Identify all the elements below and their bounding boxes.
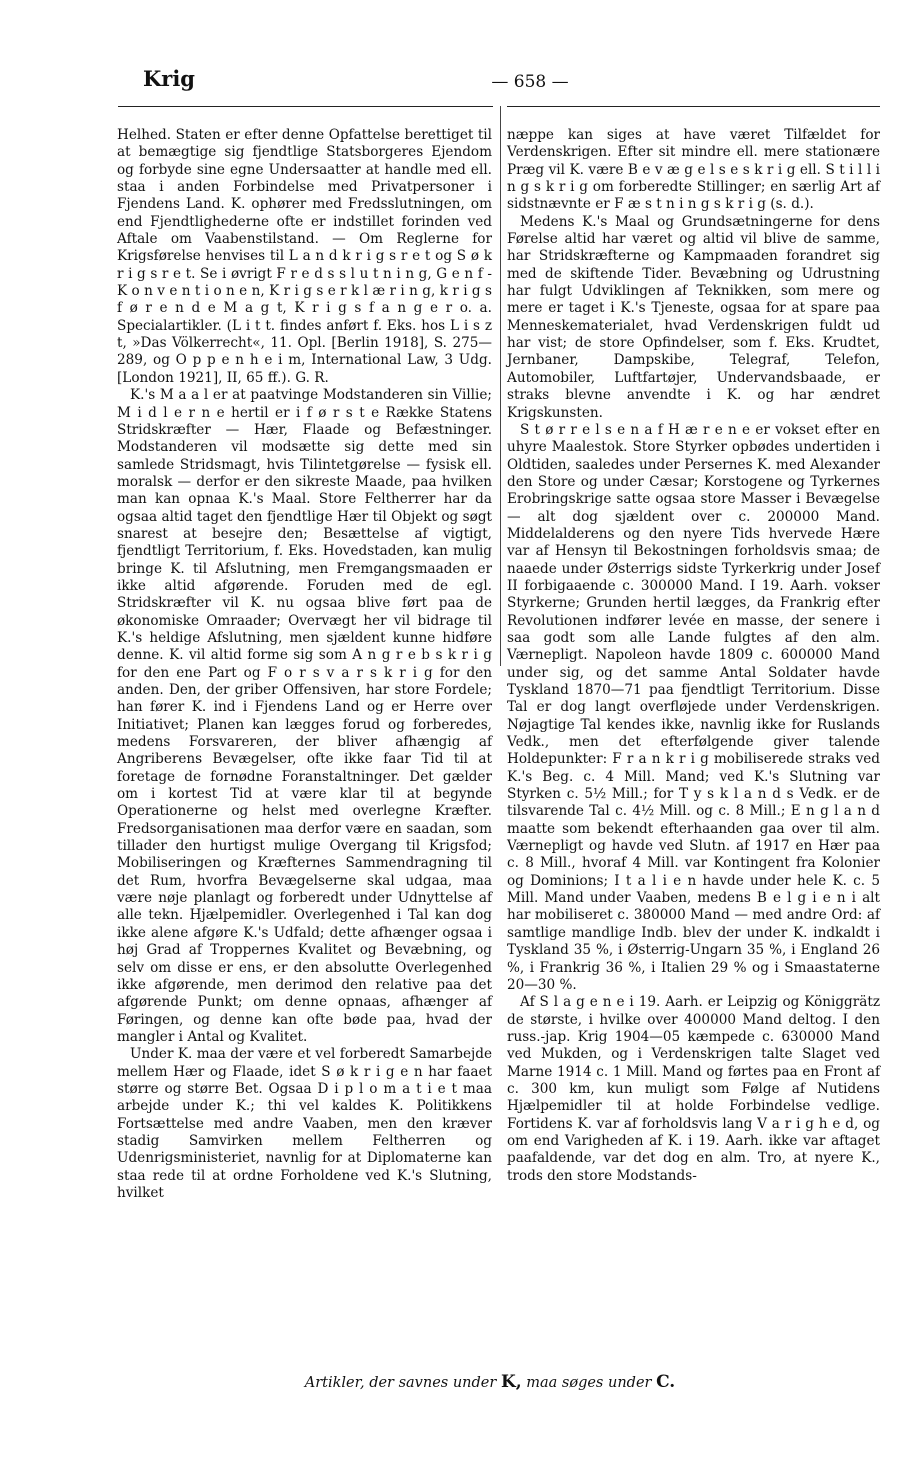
- paragraph: S t ø r r e l s e n a f H æ r e n e er vokset efter en uhyre Maalestok. Store Styrker opbødes undertiden i Oldtiden, saaledes under Persernes K. med Alexander den Store og under Cæsar; Korstogene og Tyrkernes Erobringskrige satte ogsaa store Masser i Bevægelse — alt dog sjældent over c. 200000 Mand. Middelalderens og den nyere Tids hvervede Hære var af Hensyn til Bekostningen forholdsvis smaa; de naaede under Østerrigs sidste Tyrkerkrig under Josef II forbigaaende c. 300000 Mand. I 19. Aarh. vokser Styrkerne; Grunden hertil lægges, da Frankrig efter Revolutionen indfører levée en masse, der senere i saa godt som alle Lande fulgtes af den alm. Værnepligt. Napoleon havde 1809 c. 600000 Mand under sig, og det samme Antal Soldater havde Tyskland 1870—71 paa fjendtligt Territorium. Disse Tal er dog langt overfløjede under Verdenskrigen. Nøjagtige Tal kendes ikke, navnlig ikke for Ruslands Vedk., men det efterfølgende giver talende Holdepunkter: F r a n k r i g mobiliserede straks ved K.'s Beg. c. 4 Mill. Mand; ved K.'s Slutning var Styrken c. 5½ Mill.; for T y s k l a n d s Vedk. er de tilsvarende Tal c. 4½ Mill. og c. 8 Mill.; E n g l a n d maatte som bekendt efterhaanden gaa over til alm. Værnepligt og havde ved Slutn. af 1917 en Hær paa c. 8 Mill., hvoraf 4 Mill. var Kontingent fra Kolonier og Dominions; I t a l i e n havde under hele K. c. 5 Mill. Mand under Vaaben, medens B e l g i e n i alt har mobiliseret c. 380000 Mand — med andre Ord: af samtlige mandlige Indb. blev der under K. indkaldt i Tyskland 35 %, i Østerrig-Ungarn 35 %, i England 26 %, i Frankrig 36 %, i Italien 29 % og i Smaastaterne 20—30 %.: [507, 421, 880, 993]
- header-rule-left: [118, 106, 493, 107]
- column-divider: [500, 106, 501, 666]
- paragraph: K.'s M a a l er at paatvinge Modstanderen sin Villie; M i d l e r n e hertil er i f ø r s t e Række Statens Stridskræfter — Hær, Flaade og Befæstninger. Modstanderen vil modsætte sig dette med sin samlede Stridsmagt, hvis Tilintetgørelse — fysisk ell. moralsk — derfor er den sikreste Maade, paa hvilken man kan opnaa K.'s Maal. Store Feltherrer har da ogsaa altid taget den fjendtlige Hær til Objekt og søgt snarest at besejre den; Besættelse af vigtigt, fjendtligt Territorium, f. Eks. Hovedstaden, kan mulig bringe K. til Afslutning, men Fremgangsmaaden er ikke altid afgørende. Foruden med de egl. Stridskræfter vil K. nu ogsaa blive ført paa de økonomiske Omraader; Overvægt her vil bidrage til K.'s heldige Afslutning, men sjældent kunne hidføre denne. K. vil altid forme sig som A n g r e b s k r i g for den ene Part og F o r s v a r s k r i g for den anden. Den, der griber Offensiven, har store Fordele; han fører K. ind i Fjendens Land og er Herre over Initiativet; Planen kan lægges forud og forberedes, medens Forsvareren, der bliver afhængig af Angriberens Bevægelser, ofte ikke faar Tid til at foretage de fornødne Foranstaltninger. Det gælder om i kortest Tid at være klar til at begynde Operationerne og helst med overlegne Kræfter. Fredsorganisationen maa derfor være en saadan, som tillader den hurtigst mulige Overgang til Krigsfod; Mobiliseringen og Kræfternes Sammendragning til det Rum, hvorfra Bevægelserne skal udgaa, maa være nøje planlagt og forberedt under Udnyttelse af alle tekn. Hjælpemidler. Overlegenhed i Tal kan dog ikke alene afgøre K.'s Udfald; dette afhænger ogsaa i høj Grad af Troppernes Kvalitet og Bevæbning, og selv om disse er ens, er den absolutte Overlegenhed ikke afgørende, men derimod den relative paa det afgørende Punkt; om denne opnaas, afhænger af Føringen, og denne kan ofte bøde paa, hvad der mangler i Antal og Kvalitet.: [117, 387, 492, 1045]
- footer-note-prefix: Artikler, der savnes under: [304, 1375, 501, 1391]
- page-title: Krig: [143, 66, 195, 91]
- page-number: — 658 —: [491, 72, 569, 92]
- footer-letter-c: C.: [656, 1372, 676, 1392]
- footer-note: [0, 1372, 920, 1392]
- paragraph: Helhed. Staten er efter denne Opfattelse berettiget til at bemægtige sig fjendtlige Statsborgeres Ejendom og forbyde sine egne Undersaatter at handle med ell. staa i anden Forbindelse med Privatpersoner i Fjendens Land. K. ophører med Fredsslutningen, om end Fjendtlighederne ofte er indstillet forinden ved Aftale om Vaabenstilstand. — Om Reglerne for Krigsførelse henvises til L a n d k r i g s r e t og S ø k r i g s r e t. Se i øvrigt F r e d s s l u t n i n g, G e n f - K o n v e n t i o n e n, K r i g s e r k l æ r i n g, k r i g s f ø r e n d e M a g t, K r i g s f a n g e r o. a. Specialartikler. (L i t t. findes anført f. Eks. hos L i s z t, »Das Völkerrecht«, 11. Opl. [Berlin 1918], S. 275—289, og O p p e n h e i m, International Law, 3 Udg. [London 1921], II, 65 ff.). G. R.: [117, 127, 492, 386]
- paragraph: Under K. maa der være et vel forberedt Samarbejde mellem Hær og Flaade, idet S ø k r i g e n har faaet større og større Bet. Ogsaa D i p l o m a t i e t maa arbejde under K.; thi vel kaldes K. Politikkens Fortsættelse med andre Vaaben, men den kræver stadig Samvirken mellem Feltherren og Udenrigsministeriet, navnlig for at Diplomaterne kan staa rede til at ordne Forholdene ved K.'s Slutning, hvilket: [117, 1046, 492, 1201]
- footer-letter-k: K,: [500, 1372, 522, 1392]
- footer-note-middle: maa søges under: [521, 1375, 657, 1391]
- header-rule-right: [507, 106, 880, 107]
- left-column: [117, 127, 492, 1202]
- right-column: [507, 127, 880, 1185]
- paragraph: Medens K.'s Maal og Grundsætningerne for dens Førelse altid har været og altid vil blive de samme, har Stridskræfterne og Kampmaaden forandret sig med de skiftende Tider. Bevæbning og Udrustning har fulgt Udviklingen af Teknikken, som mere og mere er taget i K.'s Tjeneste, ogsaa for at spare paa Menneskematerialet, hvad Verdenskrigen fuldt ud har vist; de store Opfindelser, som f. Eks. Krudtet, Jernbaner, Dampskibe, Telegraf, Telefon, Automobiler, Luftfartøjer, Undervandsbaade, er straks blevne anvendte i K. og har ændret Krigskunsten.: [507, 213, 880, 421]
- paragraph: næppe kan siges at have været Tilfældet for Verdenskrigen. Efter sit mindre ell. mere stationære Præg vil K. være B e v æ g e l s e s k r i g ell. S t i l l i n g s k r i g om forberedte Stillinger; en særlig Art af sidstnævnte er F æ s t n i n g s k r i g (s. d.).: [507, 127, 880, 213]
- paragraph: Af S l a g e n e i 19. Aarh. er Leipzig og Königgrätz de største, i hvilke over 400000 Mand deltog. I den russ.-jap. Krig 1904—05 kæmpede c. 630000 Mand ved Mukden, og i Verdenskrigen talte Slaget ved Marne 1914 c. 1 Mill. Mand og førtes paa en Front af c. 300 km, kun muligt som Følge af Nutidens Hjælpemidler til at holde Forbindelse vedlige. Fortidens K. var af forholdsvis lang V a r i g h e d, og om end Varigheden af K. i 19. Aarh. ikke var aftaget paafaldende, var det dog en alm. Tro, at nyere K., trods den store Modstands-: [507, 994, 880, 1184]
